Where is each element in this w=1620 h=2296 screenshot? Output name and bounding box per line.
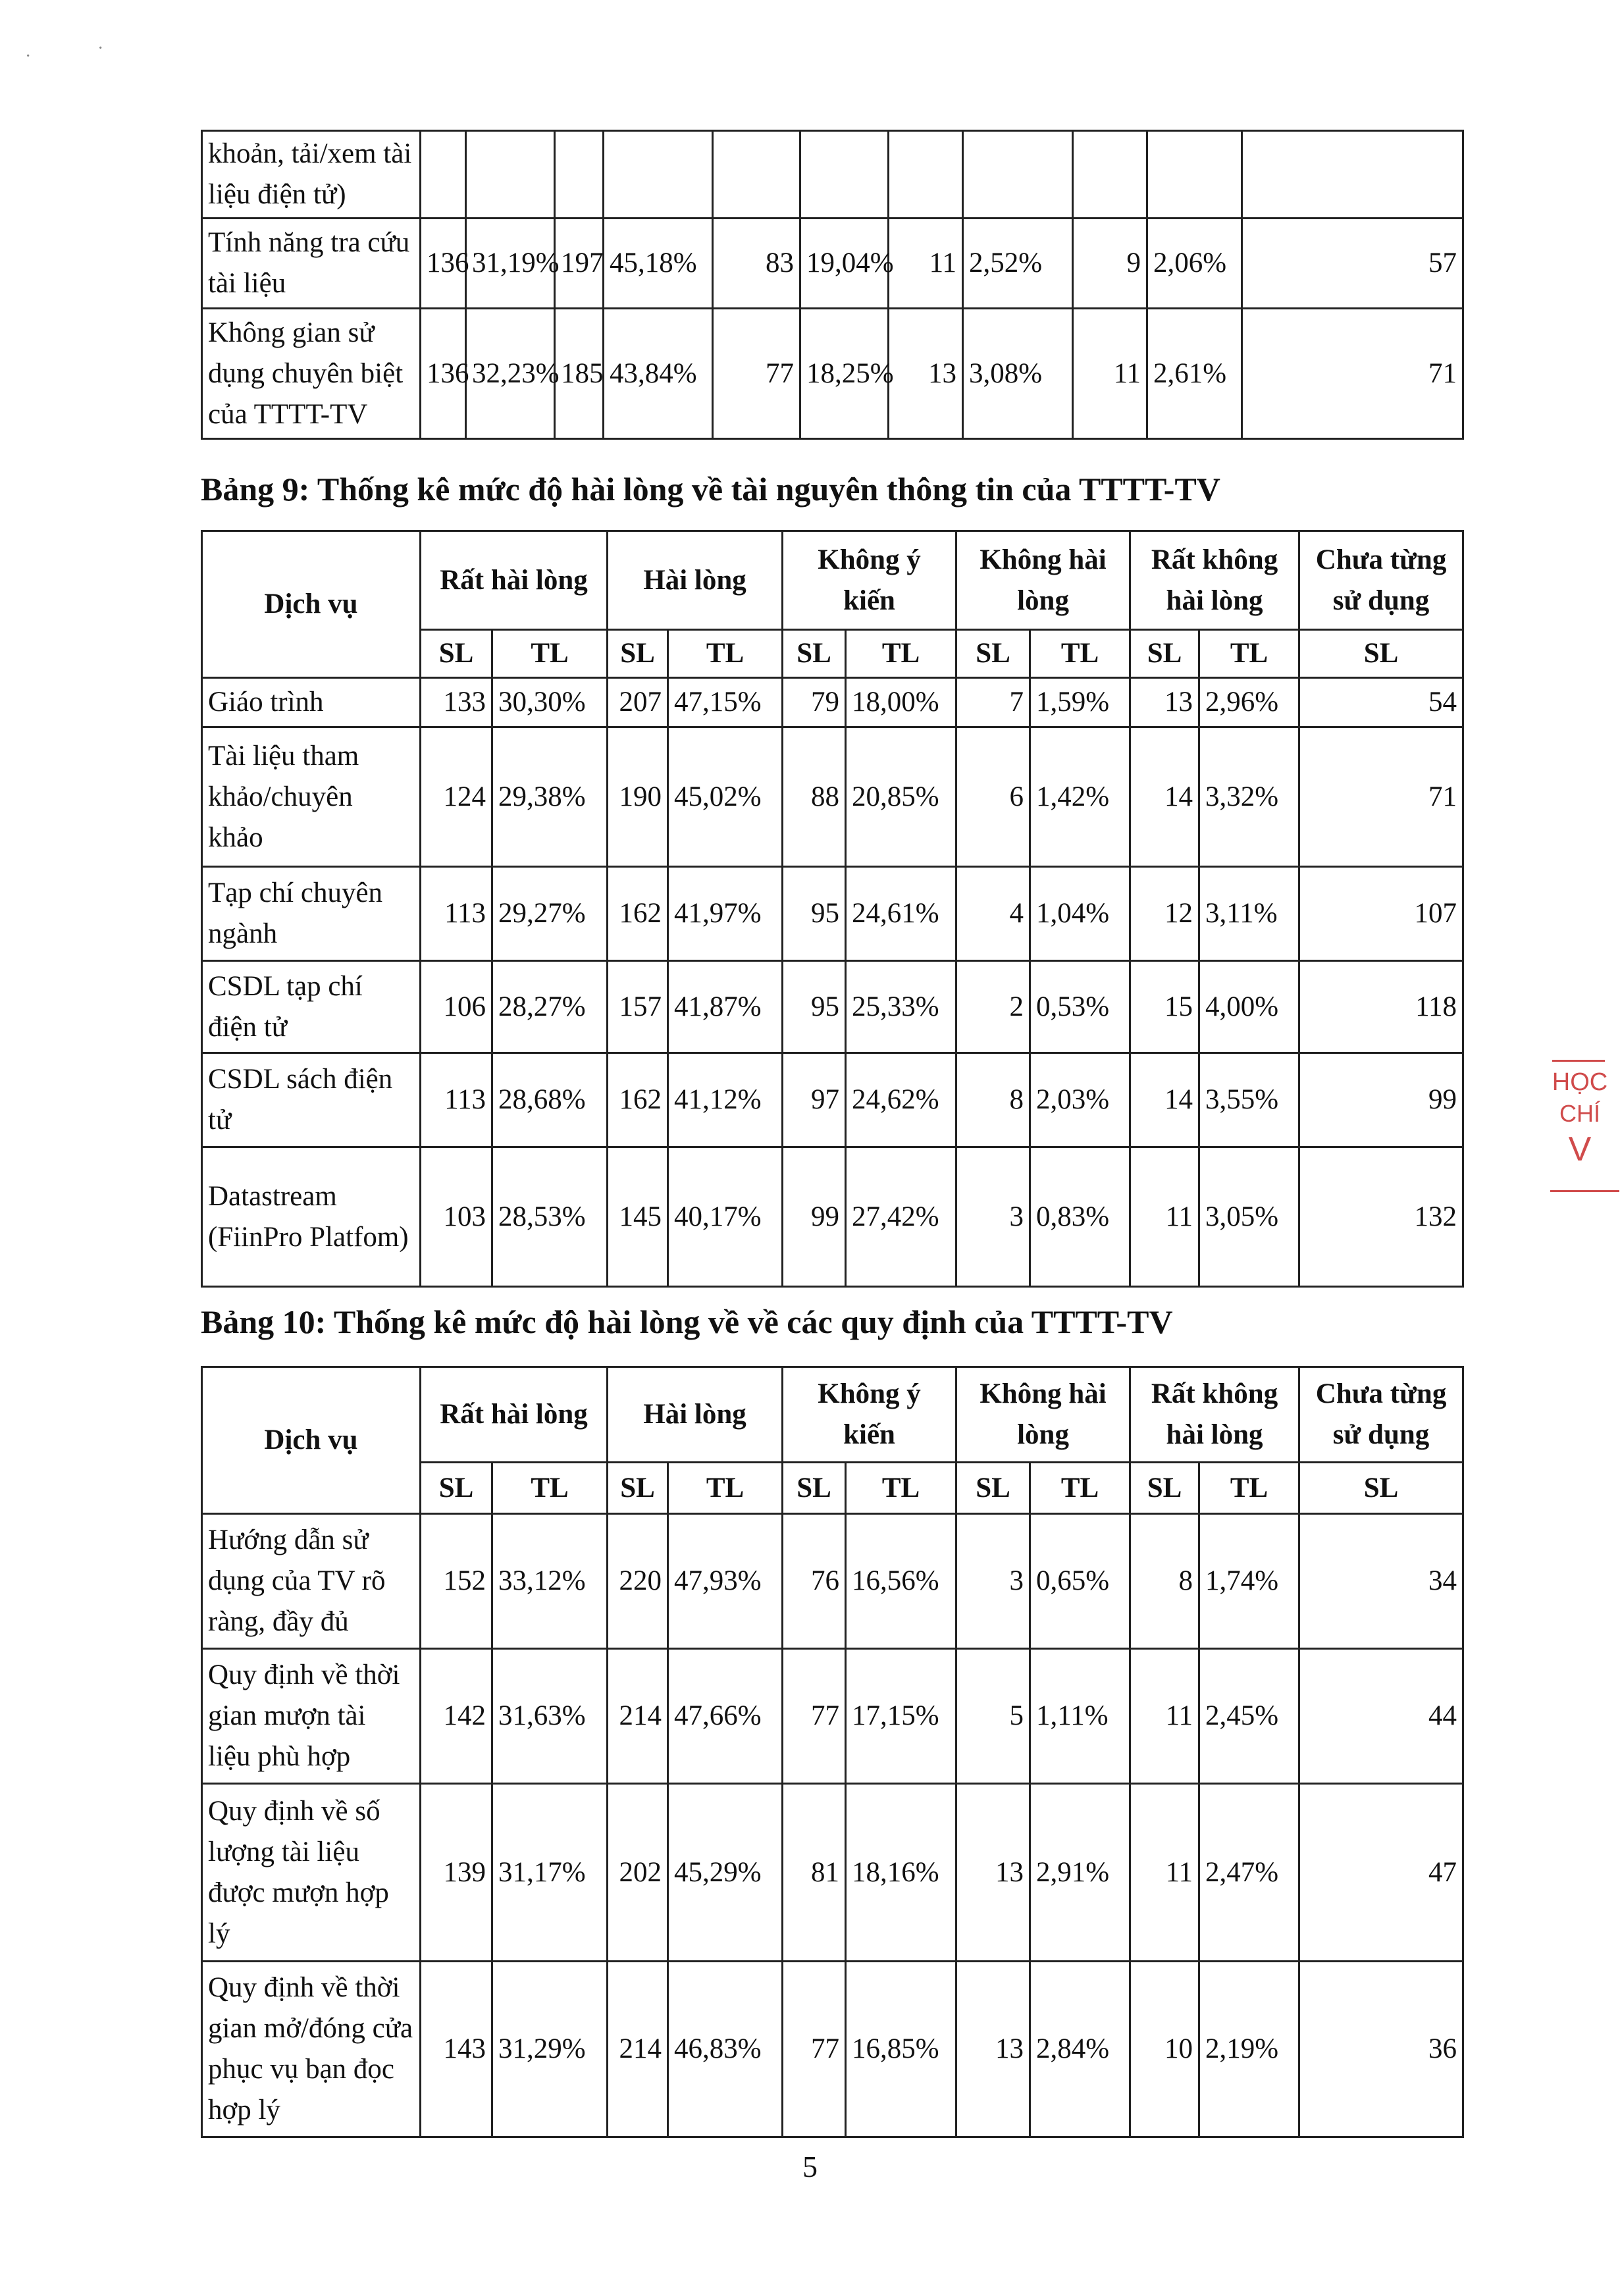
table-row bbox=[202, 1962, 1463, 2137]
table-row bbox=[202, 309, 1463, 439]
cell: 162 bbox=[608, 867, 668, 961]
stamp-rule bbox=[1550, 1190, 1619, 1192]
table-row bbox=[202, 131, 1463, 219]
header-group: Không ý kiến bbox=[783, 531, 956, 630]
cell: 5 bbox=[956, 1649, 1030, 1784]
cell: 14 bbox=[1130, 727, 1199, 867]
cell: 13 bbox=[1130, 678, 1199, 727]
cell: 77 bbox=[783, 1962, 846, 2137]
cell: 11 bbox=[1130, 1147, 1199, 1287]
cell: 45,18% bbox=[604, 219, 713, 309]
cell: 162 bbox=[608, 1053, 668, 1147]
header-group: Rất không hài lòng bbox=[1130, 1367, 1299, 1463]
header-sub: TL bbox=[1199, 1463, 1299, 1514]
page-number: 5 bbox=[802, 2150, 818, 2183]
cell: 32,23% bbox=[466, 309, 555, 439]
cell: 45,29% bbox=[668, 1784, 783, 1962]
row-label: Quy định về thời gian mượn tài liệu phù hợp bbox=[202, 1649, 421, 1784]
cell: 10 bbox=[1130, 1962, 1199, 2137]
cell: 17,15% bbox=[846, 1649, 956, 1784]
cell: 1,74% bbox=[1199, 1514, 1299, 1649]
cell: 3 bbox=[956, 1514, 1030, 1649]
cell: 81 bbox=[783, 1784, 846, 1962]
cell: 1,04% bbox=[1030, 867, 1130, 961]
cell: 2 bbox=[956, 961, 1030, 1053]
row-label: CSDL sách điện tử bbox=[202, 1053, 421, 1147]
header-sub: TL bbox=[492, 1463, 608, 1514]
cell: 79 bbox=[783, 678, 846, 727]
cell: 97 bbox=[783, 1053, 846, 1147]
cell: 4 bbox=[956, 867, 1030, 961]
row-label: Giáo trình bbox=[202, 678, 421, 727]
header-sub: TL bbox=[492, 630, 608, 678]
header-sub: SL bbox=[956, 1463, 1030, 1514]
cell bbox=[1073, 131, 1147, 219]
cell: 71 bbox=[1299, 727, 1463, 867]
cell: 207 bbox=[608, 678, 668, 727]
cell bbox=[421, 131, 466, 219]
cell bbox=[713, 131, 800, 219]
cell: 99 bbox=[1299, 1053, 1463, 1147]
cell: 46,83% bbox=[668, 1962, 783, 2137]
cell bbox=[604, 131, 713, 219]
cell: 2,47% bbox=[1199, 1784, 1299, 1962]
cell: 4,00% bbox=[1199, 961, 1299, 1053]
cell: 54 bbox=[1299, 678, 1463, 727]
cell: 19,04% bbox=[800, 219, 889, 309]
row-label: Không gian sử dụng chuyên biệt của TTTT-TV bbox=[202, 309, 421, 439]
cell: 145 bbox=[608, 1147, 668, 1287]
cell: 16,56% bbox=[846, 1514, 956, 1649]
row-label: CSDL tạp chí điện tử bbox=[202, 961, 421, 1053]
cell: 113 bbox=[421, 1053, 492, 1147]
header-sub: TL bbox=[1030, 1463, 1130, 1514]
cell: 29,27% bbox=[492, 867, 608, 961]
cell: 11 bbox=[889, 219, 963, 309]
cell: 95 bbox=[783, 867, 846, 961]
cell: 2,03% bbox=[1030, 1053, 1130, 1147]
cell: 8 bbox=[1130, 1514, 1199, 1649]
row-label: Hướng dẫn sử dụng của TV rõ ràng, đầy đủ bbox=[202, 1514, 421, 1649]
cell: 197 bbox=[555, 219, 604, 309]
header-sub: SL bbox=[1130, 1463, 1199, 1514]
cell: 13 bbox=[956, 1784, 1030, 1962]
cell bbox=[963, 131, 1073, 219]
header-sub: TL bbox=[846, 1463, 956, 1514]
cell: 20,85% bbox=[846, 727, 956, 867]
cell: 214 bbox=[608, 1649, 668, 1784]
row-label: Tính năng tra cứu tài liệu bbox=[202, 219, 421, 309]
cell: 202 bbox=[608, 1784, 668, 1962]
cell: 1,59% bbox=[1030, 678, 1130, 727]
cell: 220 bbox=[608, 1514, 668, 1649]
table-header-row bbox=[202, 1367, 1463, 1463]
cell: 142 bbox=[421, 1649, 492, 1784]
scan-speck: · bbox=[97, 38, 104, 59]
cell: 103 bbox=[421, 1147, 492, 1287]
cell: 33,12% bbox=[492, 1514, 608, 1649]
table-row bbox=[202, 867, 1463, 961]
header-group: Không hài lòng bbox=[956, 1367, 1130, 1463]
table-row bbox=[202, 1649, 1463, 1784]
cell: 2,96% bbox=[1199, 678, 1299, 727]
cell: 185 bbox=[555, 309, 604, 439]
header-sub: TL bbox=[668, 1463, 783, 1514]
cell: 30,30% bbox=[492, 678, 608, 727]
cell: 2,84% bbox=[1030, 1962, 1130, 2137]
cell: 118 bbox=[1299, 961, 1463, 1053]
header-sub: TL bbox=[1199, 630, 1299, 678]
stamp-text: CHÍ bbox=[1559, 1100, 1600, 1127]
stamp-text: V bbox=[1568, 1130, 1592, 1168]
scan-speck: · bbox=[25, 46, 32, 66]
header-group: Hài lòng bbox=[608, 1367, 783, 1463]
cell: 31,63% bbox=[492, 1649, 608, 1784]
cell: 106 bbox=[421, 961, 492, 1053]
cell: 132 bbox=[1299, 1147, 1463, 1287]
cell: 76 bbox=[783, 1514, 846, 1649]
cell: 88 bbox=[783, 727, 846, 867]
stamp-text: HỌC bbox=[1552, 1068, 1608, 1096]
cell: 2,06% bbox=[1147, 219, 1242, 309]
cell: 18,25% bbox=[800, 309, 889, 439]
cell: 28,27% bbox=[492, 961, 608, 1053]
cell: 57 bbox=[1242, 219, 1463, 309]
cell: 40,17% bbox=[668, 1147, 783, 1287]
table-header-row bbox=[202, 531, 1463, 630]
cell: 139 bbox=[421, 1784, 492, 1962]
row-label: Datastream (FiinPro Platfom) bbox=[202, 1147, 421, 1287]
cell: 18,16% bbox=[846, 1784, 956, 1962]
cell: 2,91% bbox=[1030, 1784, 1130, 1962]
table-10-caption: Bảng 10: Thống kê mức độ hài lòng về về các quy định của TTTT-TV bbox=[201, 1303, 1173, 1340]
cell bbox=[466, 131, 555, 219]
cell: 136 bbox=[421, 309, 466, 439]
cell: 3 bbox=[956, 1147, 1030, 1287]
cell bbox=[800, 131, 889, 219]
cell bbox=[555, 131, 604, 219]
header-sub: SL bbox=[1130, 630, 1199, 678]
cell: 47,66% bbox=[668, 1649, 783, 1784]
cell: 190 bbox=[608, 727, 668, 867]
cell: 71 bbox=[1242, 309, 1463, 439]
header-sub: TL bbox=[1030, 630, 1130, 678]
row-label: khoản, tải/xem tài liệu điện tử) bbox=[202, 131, 421, 219]
stamp-fragment bbox=[1540, 1066, 1619, 1169]
cell: 136 bbox=[421, 219, 466, 309]
row-label: Quy định về thời gian mở/đóng cửa phục vụ bạn đọc hợp lý bbox=[202, 1962, 421, 2137]
table-row bbox=[202, 678, 1463, 727]
cell: 2,52% bbox=[963, 219, 1073, 309]
cell: 44 bbox=[1299, 1649, 1463, 1784]
cell: 6 bbox=[956, 727, 1030, 867]
cell: 41,97% bbox=[668, 867, 783, 961]
header-sub: SL bbox=[608, 630, 668, 678]
cell: 1,11% bbox=[1030, 1649, 1130, 1784]
cell: 0,83% bbox=[1030, 1147, 1130, 1287]
cell: 95 bbox=[783, 961, 846, 1053]
cell: 11 bbox=[1073, 309, 1147, 439]
header-sub: SL bbox=[1299, 1463, 1463, 1514]
cell: 12 bbox=[1130, 867, 1199, 961]
header-group: Không ý kiến bbox=[783, 1367, 956, 1463]
table-row bbox=[202, 219, 1463, 309]
header-sub: SL bbox=[956, 630, 1030, 678]
row-label: Tạp chí chuyên ngành bbox=[202, 867, 421, 961]
stamp-rule bbox=[1552, 1060, 1605, 1062]
cell: 11 bbox=[1130, 1649, 1199, 1784]
cell: 24,61% bbox=[846, 867, 956, 961]
table-row bbox=[202, 1784, 1463, 1962]
cell: 83 bbox=[713, 219, 800, 309]
table-10 bbox=[201, 1366, 1464, 2138]
cell: 152 bbox=[421, 1514, 492, 1649]
header-group: Chưa từng sử dụng bbox=[1299, 531, 1463, 630]
cell: 157 bbox=[608, 961, 668, 1053]
cell: 24,62% bbox=[846, 1053, 956, 1147]
cell: 2,19% bbox=[1199, 1962, 1299, 2137]
header-sub: TL bbox=[668, 630, 783, 678]
cell: 143 bbox=[421, 1962, 492, 2137]
cell: 77 bbox=[783, 1649, 846, 1784]
cell: 43,84% bbox=[604, 309, 713, 439]
row-label: Tài liệu tham khảo/chuyên khảo bbox=[202, 727, 421, 867]
cell: 14 bbox=[1130, 1053, 1199, 1147]
cell: 133 bbox=[421, 678, 492, 727]
cell: 214 bbox=[608, 1962, 668, 2137]
cell: 45,02% bbox=[668, 727, 783, 867]
cell: 31,17% bbox=[492, 1784, 608, 1962]
header-group: Rất không hài lòng bbox=[1130, 531, 1299, 630]
table-row bbox=[202, 1514, 1463, 1649]
header-group: Rất hài lòng bbox=[421, 1367, 608, 1463]
cell: 15 bbox=[1130, 961, 1199, 1053]
cell: 31,29% bbox=[492, 1962, 608, 2137]
cell: 11 bbox=[1130, 1784, 1199, 1962]
cell: 29,38% bbox=[492, 727, 608, 867]
table-row bbox=[202, 1147, 1463, 1287]
cell: 27,42% bbox=[846, 1147, 956, 1287]
header-sub: SL bbox=[1299, 630, 1463, 678]
cell: 124 bbox=[421, 727, 492, 867]
header-sub: SL bbox=[421, 1463, 492, 1514]
row-label: Quy định về số lượng tài liệu được mượn hợp lý bbox=[202, 1784, 421, 1962]
cell: 25,33% bbox=[846, 961, 956, 1053]
cell: 34 bbox=[1299, 1514, 1463, 1649]
header-sub: TL bbox=[846, 630, 956, 678]
header-service: Dịch vụ bbox=[202, 531, 421, 678]
cell bbox=[1242, 131, 1463, 219]
cell: 47,15% bbox=[668, 678, 783, 727]
table-row bbox=[202, 961, 1463, 1053]
cell: 9 bbox=[1073, 219, 1147, 309]
cell: 13 bbox=[956, 1962, 1030, 2137]
table-row bbox=[202, 727, 1463, 867]
table-8-continued bbox=[201, 130, 1464, 440]
header-service: Dịch vụ bbox=[202, 1367, 421, 1514]
cell: 3,11% bbox=[1199, 867, 1299, 961]
cell: 7 bbox=[956, 678, 1030, 727]
cell: 2,61% bbox=[1147, 309, 1242, 439]
table-row bbox=[202, 1053, 1463, 1147]
header-group: Không hài lòng bbox=[956, 531, 1130, 630]
header-group: Chưa từng sử dụng bbox=[1299, 1367, 1463, 1463]
cell: 3,32% bbox=[1199, 727, 1299, 867]
cell: 0,65% bbox=[1030, 1514, 1130, 1649]
cell: 77 bbox=[713, 309, 800, 439]
cell: 3,05% bbox=[1199, 1147, 1299, 1287]
cell bbox=[889, 131, 963, 219]
cell: 36 bbox=[1299, 1962, 1463, 2137]
cell: 31,19% bbox=[466, 219, 555, 309]
header-group: Rất hài lòng bbox=[421, 531, 608, 630]
cell: 18,00% bbox=[846, 678, 956, 727]
header-sub: SL bbox=[608, 1463, 668, 1514]
header-sub: SL bbox=[421, 630, 492, 678]
cell: 0,53% bbox=[1030, 961, 1130, 1053]
cell: 47,93% bbox=[668, 1514, 783, 1649]
header-group: Hài lòng bbox=[608, 531, 783, 630]
cell: 47 bbox=[1299, 1784, 1463, 1962]
cell bbox=[1147, 131, 1242, 219]
cell: 3,55% bbox=[1199, 1053, 1299, 1147]
table-9 bbox=[201, 530, 1464, 1288]
cell: 3,08% bbox=[963, 309, 1073, 439]
cell: 16,85% bbox=[846, 1962, 956, 2137]
cell: 2,45% bbox=[1199, 1649, 1299, 1784]
cell: 28,53% bbox=[492, 1147, 608, 1287]
header-sub: SL bbox=[783, 630, 846, 678]
table-9-caption: Bảng 9: Thống kê mức độ hài lòng về tài nguyên thông tin của TTTT-TV bbox=[201, 471, 1220, 508]
cell: 13 bbox=[889, 309, 963, 439]
cell: 41,12% bbox=[668, 1053, 783, 1147]
header-sub: SL bbox=[783, 1463, 846, 1514]
cell: 113 bbox=[421, 867, 492, 961]
cell: 99 bbox=[783, 1147, 846, 1287]
cell: 28,68% bbox=[492, 1053, 608, 1147]
cell: 1,42% bbox=[1030, 727, 1130, 867]
cell: 8 bbox=[956, 1053, 1030, 1147]
cell: 107 bbox=[1299, 867, 1463, 961]
cell: 41,87% bbox=[668, 961, 783, 1053]
